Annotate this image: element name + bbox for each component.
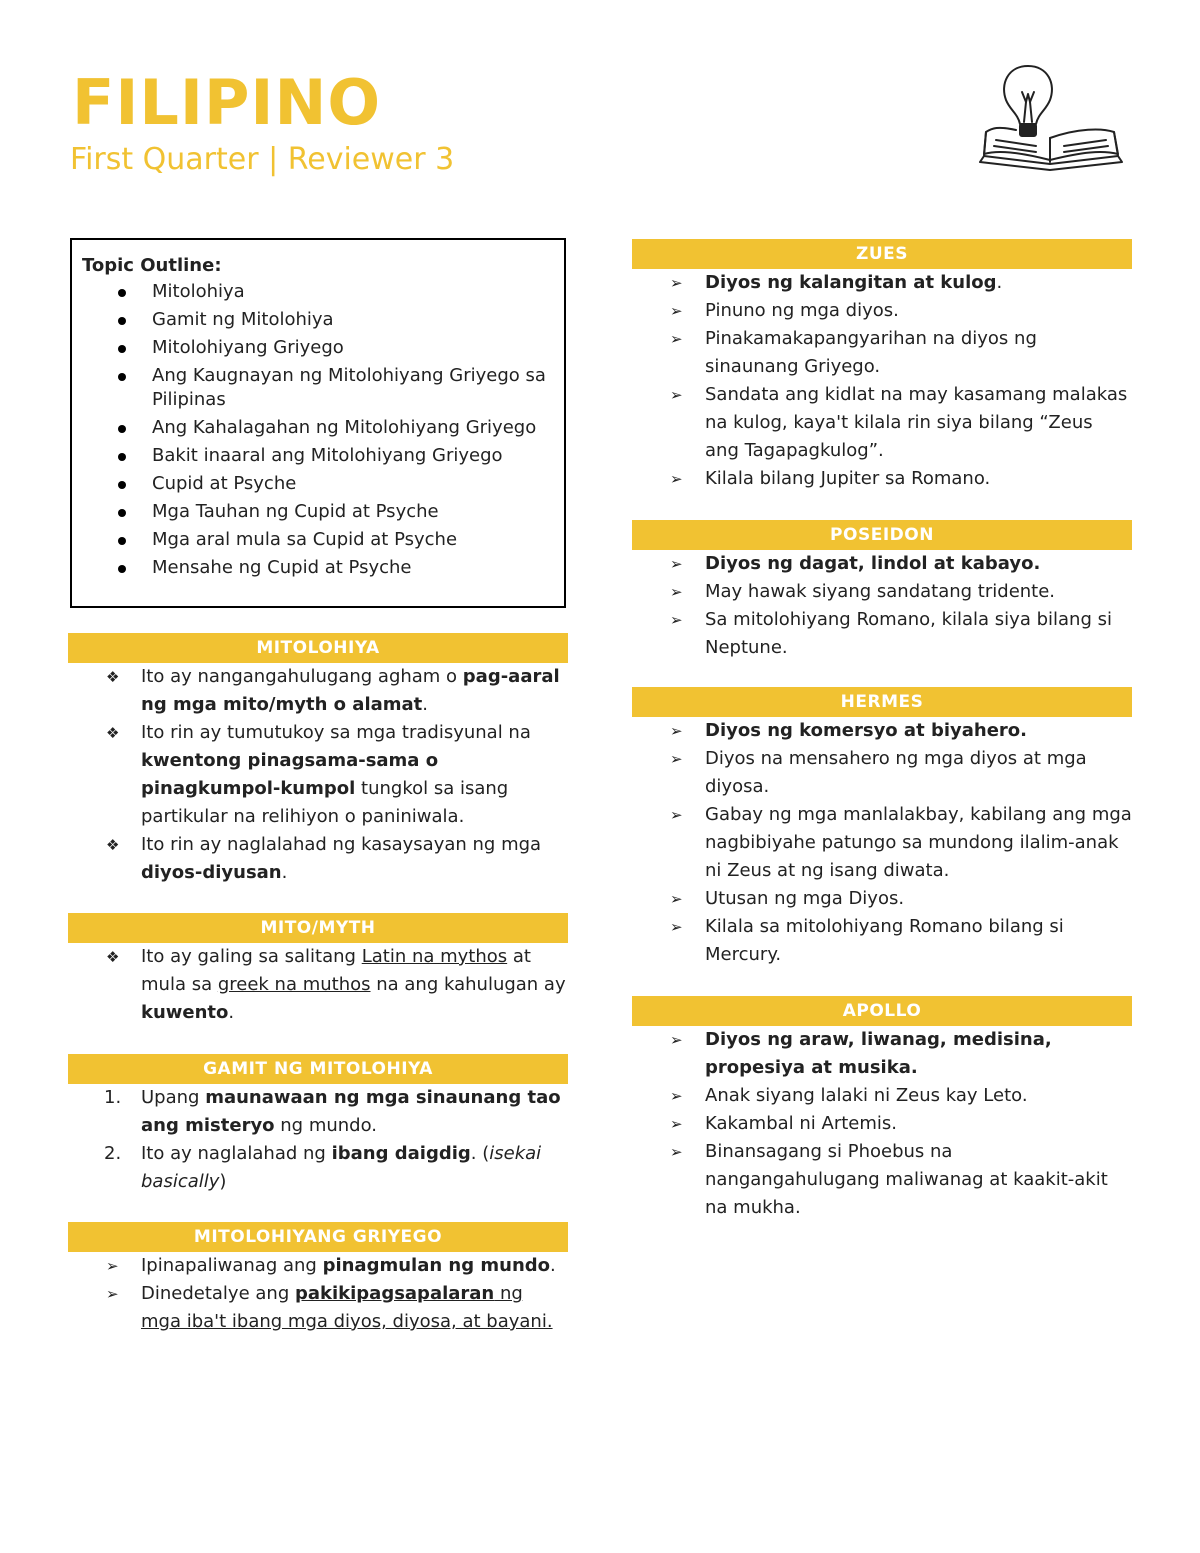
section-hermes [632, 687, 1132, 969]
list-item: ➢ Ipinapaliwanag ang pinagmulan ng mundo. [106, 1255, 556, 1276]
section-zues [632, 239, 1132, 493]
list-item: ➢ Sandata ang kidlat na may kasamang malakas na kulog, kaya't kilala rin siya bilang “Zeus ang Tagapagkulog”. [670, 384, 1128, 461]
outline-item: Bakit inaaral ang Mitolohiyang Griyego [82, 444, 554, 468]
list-item: ➢ Binansagang si Phoebus na nangangahulugang maliwanag at kaakit-akit na mukha. [670, 1141, 1108, 1218]
outline-item: Cupid at Psyche [82, 472, 554, 496]
list-item: ➢ Kakambal ni Artemis. [670, 1113, 897, 1134]
outline-list [82, 280, 554, 580]
outline-label: Topic Outline: [82, 255, 222, 276]
list-item: ➢ Diyos ng dagat, lindol at kabayo. [670, 553, 1041, 574]
list-item: ➢ Kilala sa mitolohiyang Romano bilang si Mercury. [670, 916, 1064, 965]
list-item: ➢ Pinakamakapangyarihan na diyos ng sinaunang Griyego. [670, 328, 1037, 377]
outline-item: Ang Kaugnayan ng Mitolohiyang Griyego sa Pilipinas [82, 364, 554, 412]
list-item: ➢ Sa mitolohiyang Romano, kilala siya bilang si Neptune. [670, 609, 1112, 658]
outline-item: Mitolohiya [82, 280, 554, 304]
lightbulb-book-icon [978, 56, 1126, 176]
section-heading: ZUES [632, 239, 1132, 269]
section-heading: MITOLOHIYA [68, 633, 568, 663]
section-heading: GAMIT NG MITOLOHIYA [68, 1054, 568, 1084]
outline-item: Mitolohiyang Griyego [82, 336, 554, 360]
section-apollo [632, 996, 1132, 1222]
page-title: FILIPINO [72, 66, 382, 139]
section-poseidon [632, 520, 1132, 662]
section-heading: APOLLO [632, 996, 1132, 1026]
list-item: ❖ Ito rin ay tumutukoy sa mga tradisyunal na kwentong pinagsama-sama o pinagkumpol-kumpol tungkol sa isang partikular na relihiyon o paniniwala. [106, 722, 531, 827]
outline-item: Ang Kahalagahan ng Mitolohiyang Griyego [82, 416, 554, 440]
outline-item: Mga aral mula sa Cupid at Psyche [82, 528, 554, 552]
topic-outline-box [70, 238, 566, 608]
outline-item: Mensahe ng Cupid at Psyche [82, 556, 554, 580]
section-heading: MITO/MYTH [68, 913, 568, 943]
list-item: ❖ Ito rin ay naglalahad ng kasaysayan ng mga diyos-diyusan. [106, 834, 542, 883]
section-gamit [68, 1054, 568, 1196]
section-heading: MITOLOHIYANG GRIYEGO [68, 1222, 568, 1252]
list-item: ❖ Ito ay nangangahulugang agham o pag-aaral ng mga mito/myth o alamat. [106, 666, 560, 715]
list-item: ➢ Kilala bilang Jupiter sa Romano. [670, 468, 991, 489]
outline-item: Gamit ng Mitolohiya [82, 308, 554, 332]
list-item: ➢ Diyos na mensahero ng mga diyos at mga diyosa. [670, 748, 1087, 797]
outline-item: Mga Tauhan ng Cupid at Psyche [82, 500, 554, 524]
section-heading: HERMES [632, 687, 1132, 717]
list-item: ➢ May hawak siyang sandatang tridente. [670, 581, 1056, 602]
section-heading: POSEIDON [632, 520, 1132, 550]
list-item: ➢ Diyos ng komersyo at biyahero. [670, 720, 1027, 741]
list-item: ➢ Dinedetalye ang pakikipagsapalaran ng mga iba't ibang mga diyos, diyosa, at bayani. [106, 1283, 553, 1332]
list-item: ❖ Ito ay galing sa salitang Latin na mythos at mula sa greek na muthos na ang kahulugan ay kuwento. [106, 946, 566, 1023]
list-item: ➢ Gabay ng mga manlalakbay, kabilang ang mga nagbibiyahe patungo sa mundong ilalim-anak ni Zeus at ng isang diwata. [670, 804, 1132, 881]
page-subtitle: First Quarter | Reviewer 3 [70, 142, 455, 177]
list-item: ➢ Anak siyang lalaki ni Zeus kay Leto. [670, 1085, 1028, 1106]
section-mitolohiya [68, 633, 568, 887]
list-item: ➢ Utusan ng mga Diyos. [670, 888, 905, 909]
list-item: ➢ Pinuno ng mga diyos. [670, 300, 899, 321]
section-mito-myth [68, 913, 568, 1027]
list-item: ➢ Diyos ng kalangitan at kulog. [670, 272, 1003, 293]
list-item: 2. Ito ay naglalahad ng ibang daigdig. (isekai basically) [104, 1143, 542, 1192]
list-item: 1. Upang maunawaan ng mga sinaunang tao ang misteryo ng mundo. [104, 1087, 561, 1136]
list-item: ➢ Diyos ng araw, liwanag, medisina, propesiya at musika. [670, 1029, 1052, 1078]
section-mitolohiyang-griyego [68, 1222, 568, 1336]
